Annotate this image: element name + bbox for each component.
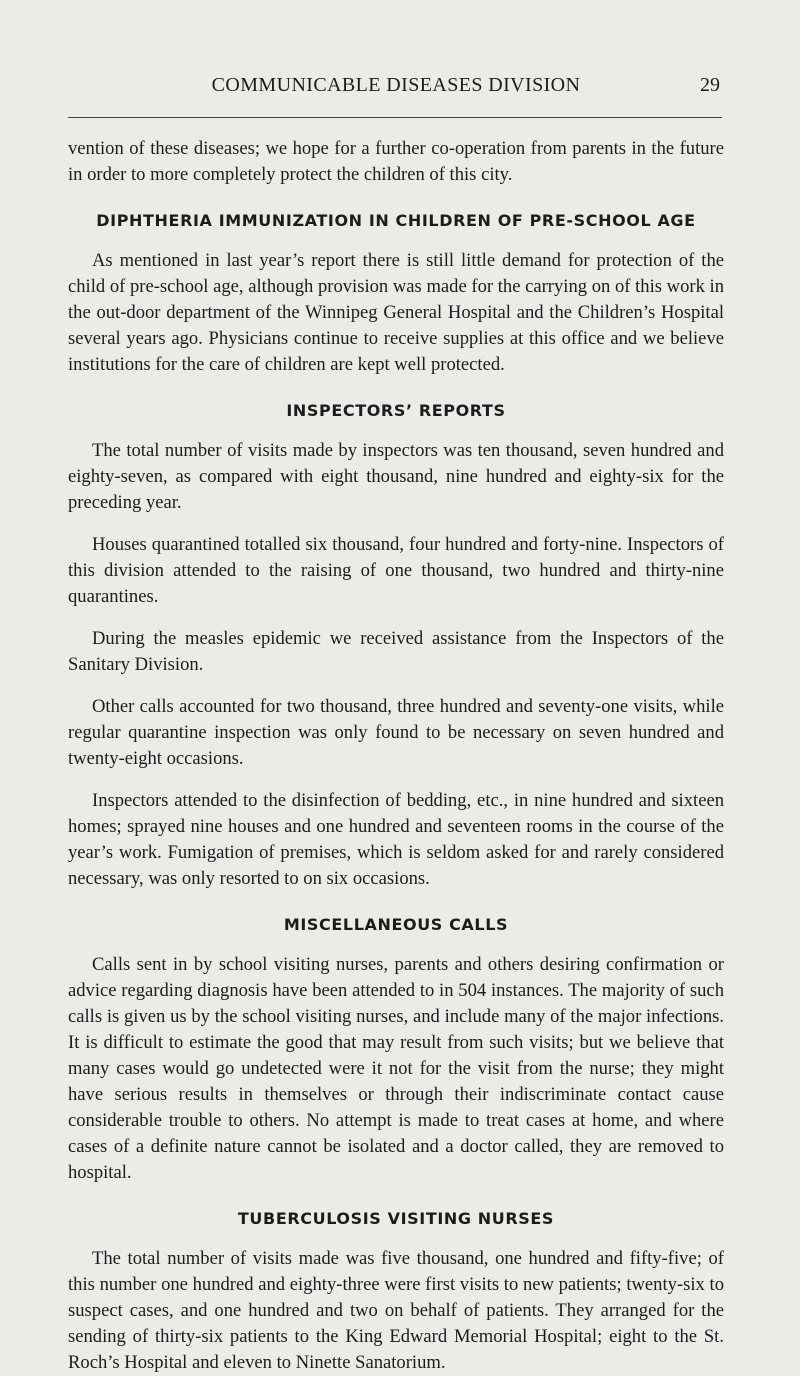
inspectors-paragraph: Other calls accounted for two thousand, three hundred and seventy-one visits, while regular quarantine inspection was only found to be necessary on seven hundred and twenty-eight occasions. xyxy=(68,696,724,769)
miscellaneous-paragraph: Calls sent in by school visiting nurses, parents and others desiring confirmation or advice regarding diagnosis have been attended to in 504 instances. The majority of such calls is given us by the school visiting nurses, and include many of the major infections. It is difficult to estimate the good that may result from such visits; but we believe that many cases would go undetected were it not for the visit from the nurse; they might have serious results in themselves or through their indiscriminate contact cause considerable trouble to others. No attempt is made to treat cases at home, and where cases of a definite nature cannot be isolated and a doctor called, they are removed to hospital. xyxy=(68,954,724,1183)
heading-diphtheria: DIPHTHERIA IMMUNIZATION IN CHILDREN OF PRE-SCHOOL AGE xyxy=(96,211,696,230)
inspectors-paragraph: Inspectors attended to the disinfection of bedding, etc., in nine hundred and sixteen homes; sprayed nine houses and one hundred and seventeen rooms in the course of the year’s work. Fumigation of premises, which is seldom asked for and rarely considered necessary, was only resorted to on six occasions. xyxy=(68,790,724,889)
inspectors-paragraph: The total number of visits made by inspectors was ten thousand, seven hundred and eighty-seven, as compared with eight thousand, nine hundred and eighty-six for the preceding year. xyxy=(68,440,724,513)
page-number: 29 xyxy=(700,74,720,96)
inspectors-paragraph: Houses quarantined totalled six thousand, four hundred and forty-nine. Inspectors of this division attended to the raising of one thousand, two hundred and thirty-nine quarantines. xyxy=(68,534,724,607)
tuberculosis-paragraph: The total number of visits made was five thousand, one hundred and fifty-five; of this number one hundred and eighty-three were first visits to new patients; twenty-six to suspect cases, and one hundred and two on behalf of patients. They arranged for the sending of thirty-six patients to the King Edward Memorial Hospital; eight to the St. Roch’s Hospital and eleven to Ninette Sanatorium. xyxy=(68,1248,724,1373)
header-rule xyxy=(68,117,722,118)
diphtheria-paragraph: As mentioned in last year’s report there is still little demand for protection of the child of pre-school age, although provision was made for the carrying on of this work in the out-door department of the Winnipeg General Hospital and the Children’s Hospital several years ago. Physicians continue to receive supplies at this office and we believe institutions for the care of children are kept well protected. xyxy=(68,250,724,375)
inspectors-paragraph: During the measles epidemic we received assistance from the Inspectors of the Sanitary Division. xyxy=(68,628,724,675)
running-title: COMMUNICABLE DISEASES DIVISION xyxy=(211,74,581,96)
body-text xyxy=(68,136,724,1376)
heading-inspectors: INSPECTORS’ REPORTS xyxy=(286,401,506,420)
heading-tuberculosis: TUBERCULOSIS VISITING NURSES xyxy=(237,1209,555,1228)
heading-miscellaneous: MISCELLANEOUS CALLS xyxy=(283,915,509,934)
running-header xyxy=(68,70,724,98)
intro-paragraph: vention of these diseases; we hope for a further co-operation from parents in the future in order to more completely protect the children of this city. xyxy=(68,138,724,185)
